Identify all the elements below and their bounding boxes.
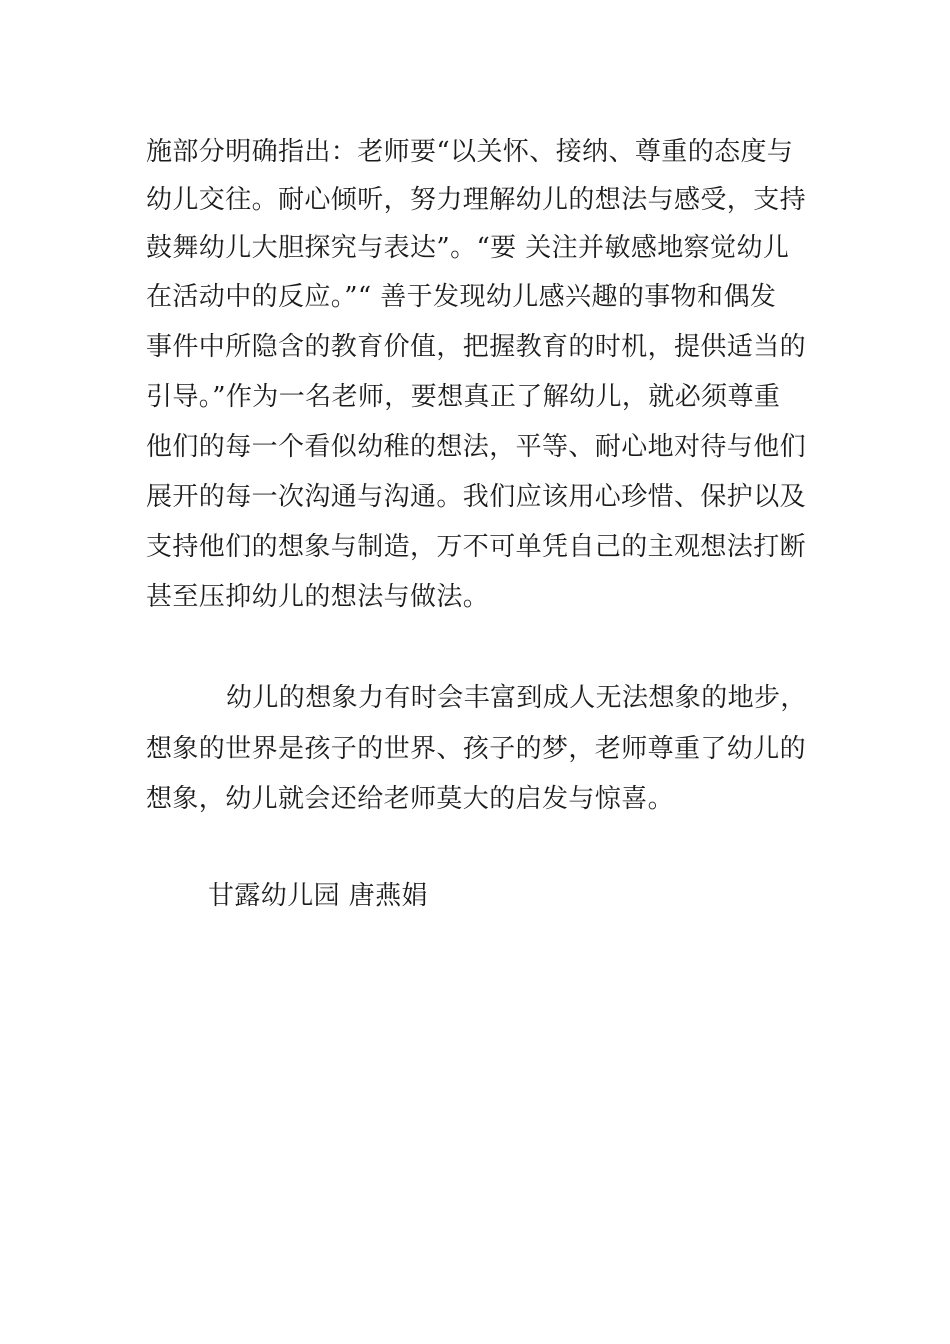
paragraph-1-line-9: 支持他们的想象与制造，万不可单凭自己的主观想法打断 [146, 532, 807, 562]
paragraph-2-line-2: 想象的世界是孩子的世界、孩子的梦，老师尊重了幼儿的 [146, 734, 807, 764]
paragraph-1-line-10: 甚至压抑幼儿的想法与做法。 [146, 582, 490, 612]
paragraph-1-line-3: 鼓舞幼儿大胆探究与表达”。“要 关注并敏感地察觉幼儿 [146, 233, 790, 263]
paragraph-1-line-2: 幼儿交往。耐心倾听，努力理解幼儿的想法与感受，支持 [146, 185, 807, 215]
signature: 甘露幼儿园 唐燕娟 [208, 881, 428, 911]
paragraph-1-line-5: 事件中所隐含的教育价值，把握教育的时机，提供适当的 [146, 332, 807, 362]
paragraph-2-line-1: 幼儿的想象力有时会丰富到成人无法想象的地步， [226, 683, 807, 713]
paragraph-1-line-8: 展开的每一次沟通与沟通。我们应该用心珍惜、保护以及 [146, 482, 807, 512]
paragraph-2-line-3: 想象，幼儿就会还给老师莫大的启发与惊喜。 [146, 784, 675, 814]
paragraph-1-line-4: 在活动中的反应。”“ 善于发现幼儿感兴趣的事物和偶发 [146, 282, 777, 312]
paragraph-1-line-6: 引导。”作为一名老师，要想真正了解幼儿，就必须尊重 [146, 382, 781, 412]
paragraph-1-line-1: 施部分明确指出：老师要“以关怀、接纳、尊重的态度与 [146, 137, 794, 167]
paragraph-1-line-7: 他们的每一个看似幼稚的想法，平等、耐心地对待与他们 [146, 432, 807, 462]
